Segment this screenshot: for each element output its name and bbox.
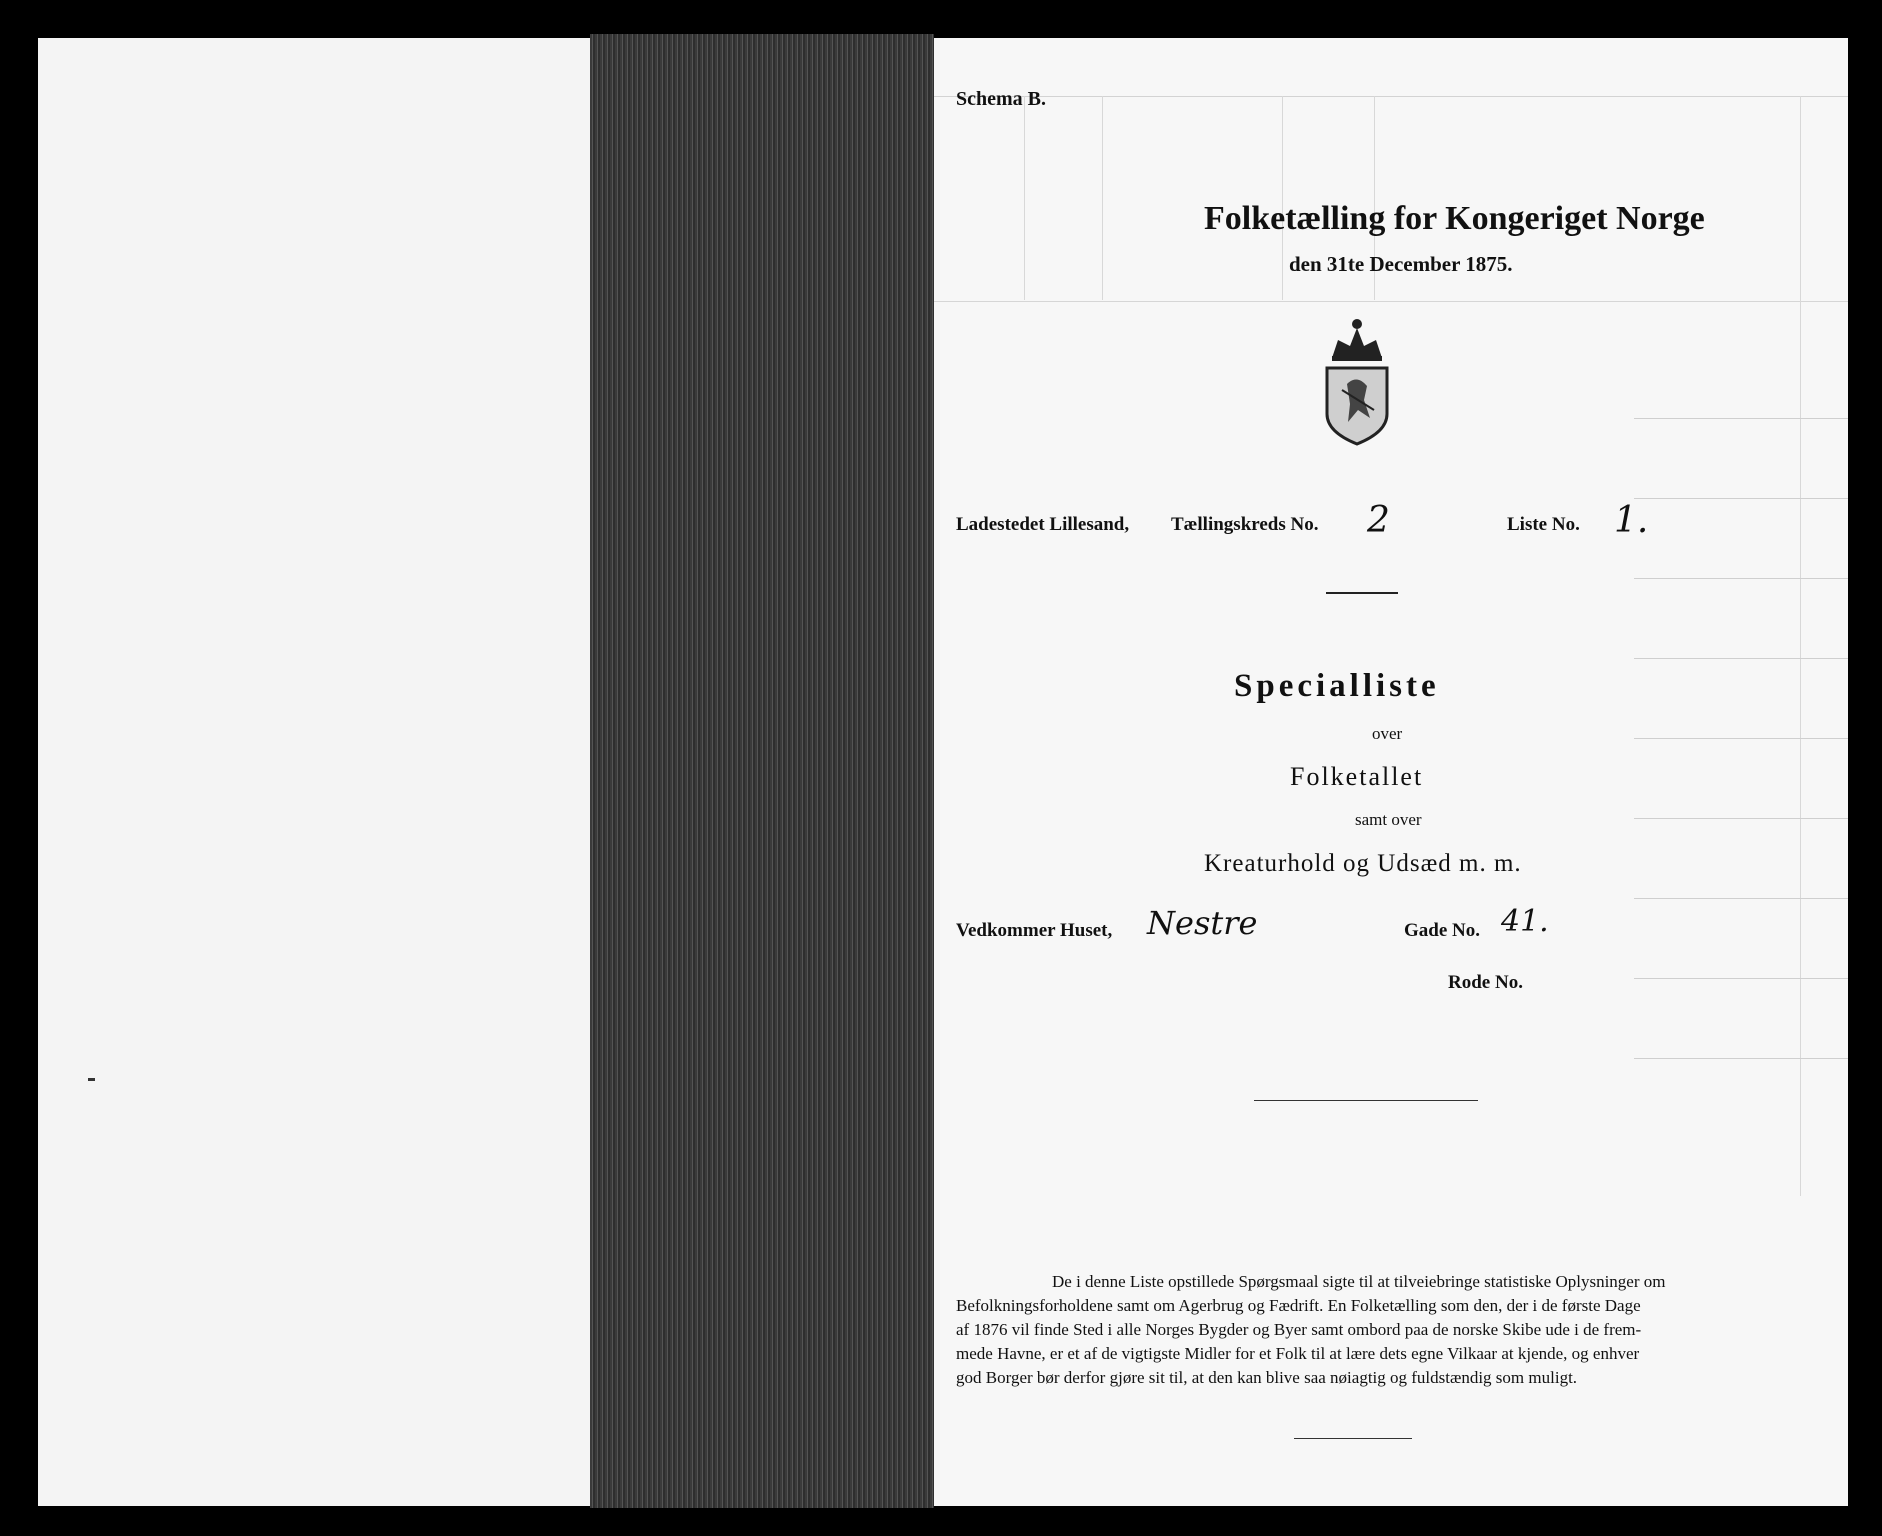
show-through-line bbox=[1634, 978, 1848, 979]
page-title: Folketælling for Kongeriget Norge bbox=[1204, 200, 1705, 237]
over-label-2: samt over bbox=[1355, 810, 1422, 829]
district-number: 2 bbox=[1367, 500, 1390, 541]
schema-label: Schema B. bbox=[956, 88, 1046, 110]
notice-paragraph bbox=[956, 1270, 1836, 1390]
left-page bbox=[38, 38, 591, 1506]
notice-line: De i denne Liste opstillede Spørgsmaal sigte til at tilveiebringe statistiske Oplysninger om bbox=[1052, 1272, 1666, 1291]
kreaturhold-heading: Kreaturhold og Udsæd m. m. bbox=[1204, 850, 1522, 877]
list-number: 1. bbox=[1614, 500, 1649, 541]
divider bbox=[1254, 1100, 1478, 1101]
show-through-line bbox=[1634, 898, 1848, 899]
show-through-line bbox=[1634, 578, 1848, 579]
census-date: den 31te December 1875. bbox=[1289, 252, 1513, 276]
list-label: Liste No. bbox=[1507, 514, 1580, 535]
page-mark bbox=[88, 1078, 95, 1081]
folketallet-heading: Folketallet bbox=[1290, 762, 1424, 791]
show-through-column bbox=[1282, 96, 1283, 300]
street-name: Nestre bbox=[1147, 904, 1258, 942]
district-label: Tællingskreds No. bbox=[1171, 514, 1319, 535]
show-through-column bbox=[1800, 96, 1801, 1196]
notice-line: god Borger bør derfor gjøre sit til, at den kan blive saa nøiagtig og fuldstændig som muligt. bbox=[956, 1368, 1578, 1387]
notice-line: af 1876 vil finde Sted i alle Norges Bygder og Byer samt ombord paa de norske Skibe ude i de frem- bbox=[956, 1320, 1642, 1339]
show-through-line bbox=[1634, 658, 1848, 659]
over-label-1: over bbox=[1372, 724, 1403, 743]
notice-line: mede Havne, er et af de vigtigste Midler for et Folk til at lære dets egne Vilkaar at kjende, og enhver bbox=[956, 1344, 1640, 1363]
gade-number: 41. bbox=[1501, 904, 1549, 939]
show-through-line bbox=[1634, 498, 1848, 499]
show-through-line bbox=[1634, 818, 1848, 819]
specialliste-heading: Specialliste bbox=[1234, 668, 1440, 704]
place-label: Ladestedet Lillesand, bbox=[956, 514, 1130, 535]
rode-label: Rode No. bbox=[1448, 972, 1523, 993]
show-through-line bbox=[1634, 1058, 1848, 1059]
binding-fold bbox=[590, 34, 934, 1508]
norwegian-coat-of-arms-icon bbox=[1312, 310, 1402, 446]
notice-line: Befolkningsforholdene samt om Agerbrug og Fædrift. En Folketælling som den, der i de første Dage bbox=[956, 1296, 1641, 1315]
divider bbox=[1294, 1438, 1412, 1439]
gade-label: Gade No. bbox=[1404, 920, 1480, 941]
show-through-line bbox=[1634, 738, 1848, 739]
show-through-line bbox=[1634, 418, 1848, 419]
show-through-column bbox=[1102, 96, 1103, 300]
form-page bbox=[934, 38, 1848, 1506]
divider bbox=[1326, 592, 1398, 594]
house-label: Vedkommer Huset, bbox=[956, 920, 1113, 941]
show-through-column bbox=[1024, 96, 1025, 300]
